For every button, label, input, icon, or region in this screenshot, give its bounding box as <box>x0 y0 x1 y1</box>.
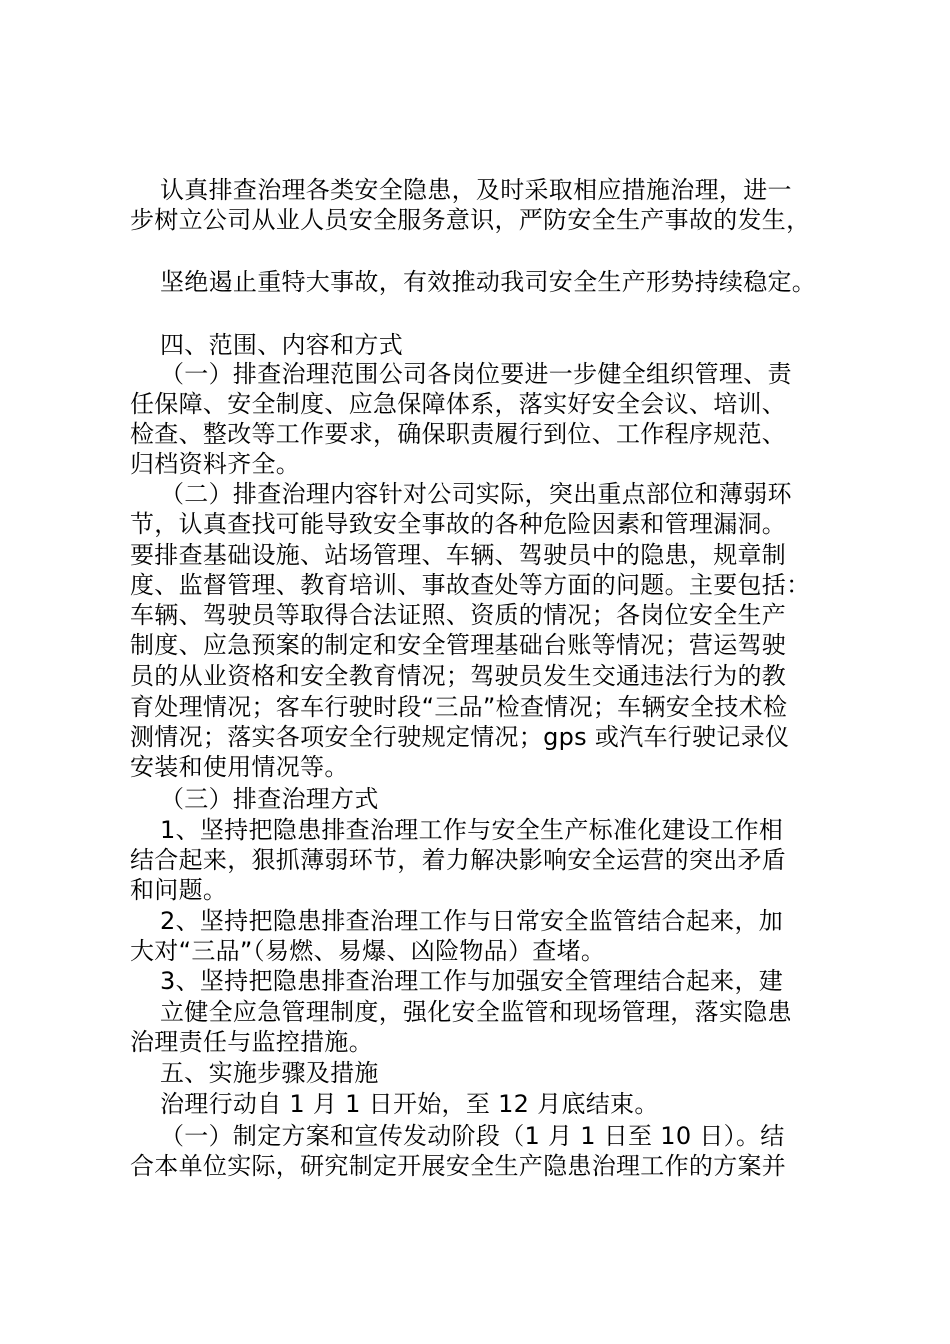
body-text-line: （一）排查治理范围公司各岗位要进一步健全组织管理、责 <box>160 360 792 388</box>
body-text-line: 治理责任与监控措施。 <box>130 1028 373 1056</box>
section-heading: 五、实施步骤及措施 <box>160 1059 379 1087</box>
body-text-line: 3、坚持把隐患排查治理工作与加强安全管理结合起来，建 <box>160 967 784 995</box>
body-text-line: 2、坚持把隐患排查治理工作与日常安全监管结合起来，加 <box>160 907 784 935</box>
body-text-line: 员的从业资格和安全教育情况；驾驶员发生交通违法行为的教 <box>130 662 787 690</box>
body-text-line: 安装和使用情况等。 <box>130 753 349 781</box>
body-text-line: 和问题。 <box>130 876 228 904</box>
body-text-line: 结合起来，狠抓薄弱环节，着力解决影响安全运营的突出矛盾 <box>130 846 787 874</box>
body-text-line: 节，认真查找可能导致安全事故的各种危险因素和管理漏洞。 <box>130 510 787 538</box>
body-text-line: 归档资料齐全。 <box>130 450 301 478</box>
body-text-line: 任保障、安全制度、应急保障体系，落实好安全会议、培训、 <box>130 390 787 418</box>
body-text-line: 测情况；落实各项安全行驶规定情况；gps 或汽车行驶记录仪 <box>130 723 790 751</box>
body-text-line: 度、监督管理、教育培训、事故查处等方面的问题。主要包括： <box>130 571 811 599</box>
body-text-line: 育处理情况；客车行驶时段“三品”检查情况；车辆安全技术检 <box>130 693 788 721</box>
body-text-line: 合本单位实际，研究制定开展安全生产隐患治理工作的方案并 <box>130 1152 787 1180</box>
section-heading: 四、范围、内容和方式 <box>160 331 403 359</box>
body-text-line: 认真排查治理各类安全隐患，及时采取相应措施治理，进一 <box>160 176 792 204</box>
body-text-line: 制度、应急预案的制定和安全管理基础台账等情况；营运驾驶 <box>130 631 787 659</box>
body-text-line: 要排查基础设施、站场管理、车辆、驾驶员中的隐患，规章制 <box>130 541 787 569</box>
body-text-line: 车辆、驾驶员等取得合法证照、资质的情况；各岗位安全生产 <box>130 601 787 629</box>
body-text-line: 治理行动自 1 月 1 日开始，至 12 月底结束。 <box>160 1090 659 1118</box>
body-text-line: 立健全应急管理制度，强化安全监管和现场管理，落实隐患 <box>160 998 792 1026</box>
body-text-line: 坚绝遏止重特大事故，有效推动我司安全生产形势持续稳定。 <box>160 268 817 296</box>
subsection-heading: （三）排查治理方式 <box>160 785 379 813</box>
body-text-line: 步树立公司从业人员安全服务意识，严防安全生产事故的发生， <box>130 206 811 234</box>
body-text-line: 检查、整改等工作要求，确保职责履行到位、工作程序规范、 <box>130 420 787 448</box>
body-text-line: （一）制定方案和宣传发动阶段（1 月 1 日至 10 日）。结 <box>160 1122 785 1150</box>
body-text-line: 大对“三品”（易燃、易爆、凶险物品）查堵。 <box>130 937 606 965</box>
body-text-line: （二）排查治理内容针对公司实际，突出重点部位和薄弱环 <box>160 480 792 508</box>
body-text-line: 1、坚持把隐患排查治理工作与安全生产标准化建设工作相 <box>160 816 784 844</box>
